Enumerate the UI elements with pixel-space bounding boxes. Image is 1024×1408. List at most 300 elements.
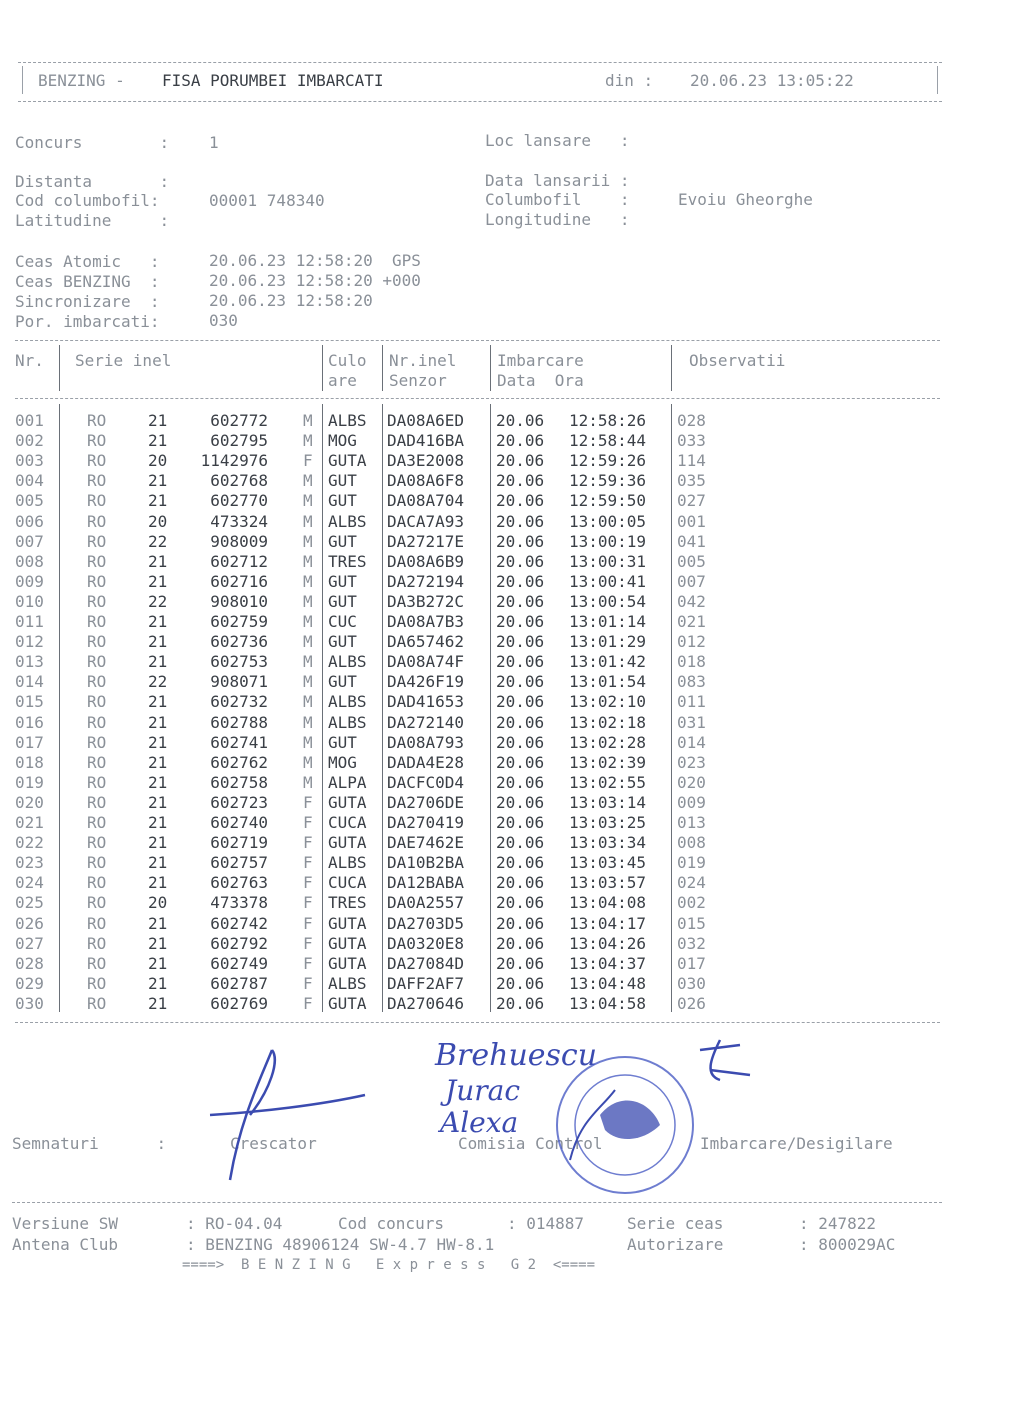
body-divider xyxy=(382,404,383,1012)
cell-nr: 005 xyxy=(15,491,44,511)
cell-data: 20.06 xyxy=(496,692,545,712)
cell-an: 21 xyxy=(148,612,168,631)
header-divider xyxy=(490,345,491,391)
cell-inel: 908071 xyxy=(210,672,268,692)
cell-tara: RO xyxy=(87,551,107,571)
cell-inel: 602792 xyxy=(210,933,268,953)
cell-inel: 473324 xyxy=(210,511,268,531)
cell-senzor: DAFF2AF7 xyxy=(387,973,465,993)
cell-data: 20.06 xyxy=(496,491,545,511)
body-divider xyxy=(322,404,323,1012)
cell-inel: 602736 xyxy=(210,632,268,652)
cell-senzor: DA270419 xyxy=(387,813,465,832)
cell-obs: 007 xyxy=(677,571,706,591)
cell-culoare: GUT xyxy=(328,491,357,511)
cell-ora: 13:01:29 xyxy=(569,632,647,652)
cell-ora: 12:59:36 xyxy=(569,471,647,491)
cell-tara: RO xyxy=(87,853,107,873)
cell-data: 20.06 xyxy=(496,813,545,832)
cell-sex: M xyxy=(303,411,313,430)
header-left-border xyxy=(22,66,23,94)
cell-nr: 026 xyxy=(15,913,44,933)
cell-sex: M xyxy=(303,772,313,792)
versiune-sw-value: : RO-04.04 xyxy=(186,1214,283,1233)
cell-culoare: ALBS xyxy=(328,712,367,732)
cell-obs: 018 xyxy=(677,652,706,672)
col-header-data-ora: Data Ora xyxy=(497,371,584,390)
cell-data: 20.06 xyxy=(496,632,545,652)
header-divider xyxy=(671,345,672,391)
cell-data: 20.06 xyxy=(496,973,545,993)
cell-obs: 013 xyxy=(677,813,706,832)
cell-nr: 030 xyxy=(15,993,44,1013)
cell-obs: 020 xyxy=(677,772,706,792)
cell-nr: 017 xyxy=(15,732,44,752)
cell-tara: RO xyxy=(87,471,107,491)
cell-nr: 007 xyxy=(15,531,44,551)
cell-ora: 13:04:17 xyxy=(569,913,647,933)
cell-tara: RO xyxy=(87,431,107,451)
cell-ora: 13:04:08 xyxy=(569,893,647,913)
col-header-observatii: Observatii xyxy=(689,351,786,370)
cell-culoare: TRES xyxy=(328,551,367,571)
cell-data: 20.06 xyxy=(496,853,545,873)
cell-data: 20.06 xyxy=(496,993,545,1013)
header-brand: BENZING - xyxy=(38,71,135,90)
cell-inel: 602741 xyxy=(210,732,268,752)
cell-data: 20.06 xyxy=(496,411,545,430)
cell-an: 21 xyxy=(148,933,168,953)
cell-an: 21 xyxy=(148,913,168,933)
cell-sex: M xyxy=(303,692,313,712)
cod-concurs-label: Cod concurs xyxy=(338,1214,444,1233)
cell-inel: 602758 xyxy=(210,772,268,792)
cell-sex: M xyxy=(303,732,313,752)
cell-an: 22 xyxy=(148,591,168,611)
cell-senzor: DA3B272C xyxy=(387,591,465,611)
cell-sex: M xyxy=(303,752,313,772)
cell-obs: 114 xyxy=(677,451,706,471)
cell-sex: M xyxy=(303,571,313,591)
cell-tara: RO xyxy=(87,752,107,772)
cell-nr: 002 xyxy=(15,431,44,451)
sincronizare-value: 20.06.23 12:58:20 xyxy=(209,291,373,310)
header-top-border xyxy=(18,62,942,63)
antena-club-value: : BENZING 48906124 SW-4.7 HW-8.1 xyxy=(186,1235,495,1254)
cell-sex: F xyxy=(303,792,313,812)
cell-data: 20.06 xyxy=(496,933,545,953)
cell-an: 21 xyxy=(148,973,168,993)
cell-inel: 908010 xyxy=(210,591,268,611)
cell-nr: 027 xyxy=(15,933,44,953)
cell-ora: 13:02:28 xyxy=(569,732,647,752)
cell-culoare: GUT xyxy=(328,632,357,652)
cell-an: 21 xyxy=(148,411,168,430)
cell-inel: 602772 xyxy=(210,411,268,430)
cell-ora: 13:03:25 xyxy=(569,813,647,832)
cell-nr: 019 xyxy=(15,772,44,792)
cell-sex: M xyxy=(303,431,313,451)
antena-club-label: Antena Club xyxy=(12,1235,118,1254)
cell-culoare: MOG xyxy=(328,752,357,772)
body-divider xyxy=(671,404,672,1012)
concurs-value: 1 xyxy=(209,133,219,152)
cell-an: 21 xyxy=(148,853,168,873)
cell-nr: 021 xyxy=(15,813,44,832)
cell-senzor: DACFC0D4 xyxy=(387,772,465,792)
cell-an: 21 xyxy=(148,752,168,772)
cell-culoare: GUT xyxy=(328,732,357,752)
cell-nr: 025 xyxy=(15,893,44,913)
cell-ora: 13:01:14 xyxy=(569,612,647,631)
cell-nr: 028 xyxy=(15,953,44,973)
cell-tara: RO xyxy=(87,411,107,430)
cell-culoare: CUC xyxy=(328,612,357,631)
cell-tara: RO xyxy=(87,451,107,471)
autorizare-value: : 800029AC xyxy=(799,1235,896,1254)
cell-inel: 602787 xyxy=(210,973,268,993)
cell-culoare: ALBS xyxy=(328,692,367,712)
cell-culoare: MOG xyxy=(328,431,357,451)
cell-ora: 13:01:42 xyxy=(569,652,647,672)
cell-nr: 015 xyxy=(15,692,44,712)
cell-ora: 12:59:50 xyxy=(569,491,647,511)
cell-sex: F xyxy=(303,953,313,973)
cell-ora: 12:59:26 xyxy=(569,451,647,471)
cell-senzor: DADA4E28 xyxy=(387,752,465,772)
cell-data: 20.06 xyxy=(496,833,545,853)
cell-an: 21 xyxy=(148,571,168,591)
distanta-label: Distanta : xyxy=(15,172,170,191)
data-lansarii-label: Data lansarii : xyxy=(485,171,630,190)
cell-obs: 015 xyxy=(677,913,706,933)
cell-data: 20.06 xyxy=(496,652,545,672)
cell-senzor: DA27084D xyxy=(387,953,465,973)
cell-ora: 13:04:37 xyxy=(569,953,647,973)
header-divider xyxy=(322,345,323,391)
cell-inel: 602769 xyxy=(210,993,268,1013)
cell-senzor: DAE7462E xyxy=(387,833,465,853)
cell-obs: 027 xyxy=(677,491,706,511)
cell-tara: RO xyxy=(87,933,107,953)
cell-an: 21 xyxy=(148,692,168,712)
cell-an: 21 xyxy=(148,491,168,511)
cell-culoare: CUCA xyxy=(328,873,367,893)
cell-senzor: DA10B2BA xyxy=(387,853,465,873)
cell-nr: 010 xyxy=(15,591,44,611)
cell-senzor: DA08A6F8 xyxy=(387,471,465,491)
cell-data: 20.06 xyxy=(496,571,545,591)
header-divider xyxy=(382,345,383,391)
cell-nr: 008 xyxy=(15,551,44,571)
cell-culoare: GUT xyxy=(328,471,357,491)
cell-ora: 13:03:34 xyxy=(569,833,647,853)
cell-culoare: GUT xyxy=(328,571,357,591)
cell-tara: RO xyxy=(87,813,107,832)
cell-senzor: DA426F19 xyxy=(387,672,465,692)
cell-culoare: GUTA xyxy=(328,953,367,973)
cell-nr: 011 xyxy=(15,612,44,631)
cell-an: 21 xyxy=(148,873,168,893)
cell-obs: 008 xyxy=(677,833,706,853)
cell-ora: 13:03:45 xyxy=(569,853,647,873)
serie-ceas-label: Serie ceas xyxy=(627,1214,724,1233)
cell-obs: 083 xyxy=(677,672,706,692)
cell-data: 20.06 xyxy=(496,873,545,893)
cell-obs: 019 xyxy=(677,853,706,873)
cell-an: 22 xyxy=(148,672,168,692)
cell-ora: 13:02:55 xyxy=(569,772,647,792)
serie-ceas-value: : 247822 xyxy=(799,1214,877,1233)
cell-nr: 003 xyxy=(15,451,44,471)
table-bottom-border xyxy=(15,1022,940,1023)
cell-culoare: GUTA xyxy=(328,833,367,853)
cell-senzor: DA657462 xyxy=(387,632,465,652)
header-divider xyxy=(59,345,60,391)
cell-sex: F xyxy=(303,873,313,893)
cell-inel: 602742 xyxy=(210,913,268,933)
cell-inel: 602712 xyxy=(210,551,268,571)
cell-nr: 023 xyxy=(15,853,44,873)
cell-an: 21 xyxy=(148,813,168,832)
cell-ora: 13:04:26 xyxy=(569,933,647,953)
concurs-label: Concurs : xyxy=(15,133,170,152)
cell-culoare: ALBS xyxy=(328,411,367,430)
cell-sex: M xyxy=(303,511,313,531)
comisia-signatures-icon xyxy=(420,1030,760,1200)
cell-inel: 602762 xyxy=(210,752,268,772)
cell-an: 21 xyxy=(148,471,168,491)
cell-ora: 13:03:14 xyxy=(569,792,647,812)
cell-data: 20.06 xyxy=(496,712,545,732)
cell-an: 21 xyxy=(148,632,168,652)
cell-tara: RO xyxy=(87,792,107,812)
cell-senzor: DA272140 xyxy=(387,712,465,732)
cell-tara: RO xyxy=(87,893,107,913)
cell-sex: M xyxy=(303,712,313,732)
cell-sex: F xyxy=(303,813,313,832)
cell-sex: F xyxy=(303,893,313,913)
cell-nr: 018 xyxy=(15,752,44,772)
cell-senzor: DA3E2008 xyxy=(387,451,465,471)
cell-nr: 014 xyxy=(15,672,44,692)
cell-culoare: GUTA xyxy=(328,933,367,953)
cell-sex: F xyxy=(303,973,313,993)
cell-obs: 001 xyxy=(677,511,706,531)
cell-culoare: ALPA xyxy=(328,772,367,792)
sincronizare-label: Sincronizare : xyxy=(15,292,160,311)
cell-ora: 13:02:10 xyxy=(569,692,647,712)
cell-data: 20.06 xyxy=(496,531,545,551)
body-divider xyxy=(59,404,60,1012)
cell-ora: 13:02:39 xyxy=(569,752,647,772)
cell-an: 21 xyxy=(148,833,168,853)
cell-tara: RO xyxy=(87,571,107,591)
body-divider xyxy=(490,404,491,1012)
col-header-nr-inel: Nr.inel xyxy=(389,351,457,370)
crescator-signature-icon xyxy=(200,1040,370,1190)
cell-an: 20 xyxy=(148,511,168,531)
cell-tara: RO xyxy=(87,491,107,511)
cell-data: 20.06 xyxy=(496,732,545,752)
header-datetime: 20.06.23 13:05:22 xyxy=(690,71,854,90)
cell-culoare: CUCA xyxy=(328,813,367,832)
cell-tara: RO xyxy=(87,591,107,611)
cell-ora: 13:01:54 xyxy=(569,672,647,692)
cell-inel: 602795 xyxy=(210,431,268,451)
cell-an: 21 xyxy=(148,993,168,1013)
cell-sex: M xyxy=(303,672,313,692)
cell-sex: M xyxy=(303,551,313,571)
cell-data: 20.06 xyxy=(496,451,545,471)
cell-data: 20.06 xyxy=(496,431,545,451)
cell-obs: 024 xyxy=(677,873,706,893)
cell-culoare: GUTA xyxy=(328,913,367,933)
cell-obs: 035 xyxy=(677,471,706,491)
cell-nr: 016 xyxy=(15,712,44,732)
cod-columbofil-label: Cod columbofil: xyxy=(15,191,160,210)
cell-sex: M xyxy=(303,471,313,491)
cell-tara: RO xyxy=(87,973,107,993)
cell-nr: 024 xyxy=(15,873,44,893)
cell-obs: 030 xyxy=(677,973,706,993)
page-title: FISA PORUMBEI IMBARCATI xyxy=(162,71,384,90)
col-header-culo: Culo xyxy=(328,351,367,370)
cell-an: 22 xyxy=(148,531,168,551)
cell-data: 20.06 xyxy=(496,953,545,973)
cell-senzor: DA0320E8 xyxy=(387,933,465,953)
cell-tara: RO xyxy=(87,511,107,531)
cell-tara: RO xyxy=(87,612,107,631)
cell-an: 21 xyxy=(148,551,168,571)
cell-obs: 042 xyxy=(677,591,706,611)
cod-columbofil-value: 00001 748340 xyxy=(209,191,325,210)
por-imbarcati-label: Por. imbarcati: xyxy=(15,312,160,331)
cell-data: 20.06 xyxy=(496,612,545,631)
cell-senzor: DA08A7B3 xyxy=(387,612,465,631)
cell-obs: 031 xyxy=(677,712,706,732)
cell-an: 21 xyxy=(148,732,168,752)
cell-ora: 13:04:48 xyxy=(569,973,647,993)
cell-obs: 028 xyxy=(677,411,706,430)
cell-an: 20 xyxy=(148,893,168,913)
cell-obs: 002 xyxy=(677,893,706,913)
cell-ora: 12:58:44 xyxy=(569,431,647,451)
latitudine-label: Latitudine : xyxy=(15,211,170,230)
cell-nr: 009 xyxy=(15,571,44,591)
cell-tara: RO xyxy=(87,732,107,752)
cell-obs: 023 xyxy=(677,752,706,772)
col-header-serie-inel: Serie inel xyxy=(75,351,172,370)
cell-culoare: GUTA xyxy=(328,993,367,1013)
cell-obs: 014 xyxy=(677,732,706,752)
cell-tara: RO xyxy=(87,692,107,712)
cell-culoare: ALBS xyxy=(328,652,367,672)
cell-senzor: DAD41653 xyxy=(387,692,465,712)
comisia-label: Comisia Control xyxy=(458,1134,603,1153)
cell-nr: 004 xyxy=(15,471,44,491)
cell-culoare: TRES xyxy=(328,893,367,913)
cell-ora: 13:00:31 xyxy=(569,551,647,571)
cell-senzor: DA2703D5 xyxy=(387,913,465,933)
cell-data: 20.06 xyxy=(496,772,545,792)
cell-senzor: DA08A74F xyxy=(387,652,465,672)
cell-inel: 602770 xyxy=(210,491,268,511)
cell-an: 20 xyxy=(148,451,168,471)
cell-an: 21 xyxy=(148,772,168,792)
cell-inel: 1142976 xyxy=(200,451,268,471)
imbarcare-desigilare-label: Imbarcare/Desigilare xyxy=(700,1134,893,1153)
cell-tara: RO xyxy=(87,531,107,551)
cell-obs: 005 xyxy=(677,551,706,571)
longitudine-label: Longitudine : xyxy=(485,210,630,229)
cell-obs: 009 xyxy=(677,792,706,812)
cell-ora: 13:00:41 xyxy=(569,571,647,591)
cell-nr: 022 xyxy=(15,833,44,853)
cell-inel: 602723 xyxy=(210,792,268,812)
ceas-atomic-value: 20.06.23 12:58:20 GPS xyxy=(209,251,421,270)
cell-sex: M xyxy=(303,652,313,672)
cell-data: 20.06 xyxy=(496,792,545,812)
cell-nr: 006 xyxy=(15,511,44,531)
cell-nr: 020 xyxy=(15,792,44,812)
cell-ora: 12:58:26 xyxy=(569,411,647,430)
cell-obs: 017 xyxy=(677,953,706,973)
cell-culoare: GUTA xyxy=(328,451,367,471)
cell-ora: 13:02:18 xyxy=(569,712,647,732)
cell-culoare: ALBS xyxy=(328,853,367,873)
cell-data: 20.06 xyxy=(496,471,545,491)
cell-tara: RO xyxy=(87,873,107,893)
cell-culoare: GUTA xyxy=(328,792,367,812)
cell-nr: 029 xyxy=(15,973,44,993)
signature-brehuescu: Brehuescu xyxy=(435,1038,598,1073)
cell-senzor: DA12BABA xyxy=(387,873,465,893)
ceas-benzing-value: 20.06.23 12:58:20 +000 xyxy=(209,271,421,290)
cell-nr: 012 xyxy=(15,632,44,652)
col-header-are: are xyxy=(328,371,357,390)
cell-an: 21 xyxy=(148,431,168,451)
table-top-border xyxy=(15,340,940,341)
cell-senzor: DA08A793 xyxy=(387,732,465,752)
cell-senzor: DACA7A93 xyxy=(387,511,465,531)
por-imbarcati-value: 030 xyxy=(209,311,238,330)
ceas-atomic-label: Ceas Atomic : xyxy=(15,252,160,271)
signature-jurac: Jurac xyxy=(445,1074,521,1107)
cell-sex: F xyxy=(303,993,313,1013)
cell-tara: RO xyxy=(87,913,107,933)
cell-an: 21 xyxy=(148,792,168,812)
header-din-label: din : xyxy=(605,71,654,90)
cell-inel: 602753 xyxy=(210,652,268,672)
cell-tara: RO xyxy=(87,993,107,1013)
cell-sex: F xyxy=(303,833,313,853)
cell-inel: 908009 xyxy=(210,531,268,551)
autorizare-label: Autorizare xyxy=(627,1235,724,1254)
columbofil-label: Columbofil : xyxy=(485,190,630,209)
loc-lansare-label: Loc lansare : xyxy=(485,131,630,150)
cell-obs: 012 xyxy=(677,632,706,652)
cell-senzor: DA27217E xyxy=(387,531,465,551)
cell-inel: 602757 xyxy=(210,853,268,873)
cell-sex: M xyxy=(303,491,313,511)
cell-ora: 13:00:54 xyxy=(569,591,647,611)
signature-alexa: Alexa xyxy=(440,1106,519,1139)
crescator-label: Crescator xyxy=(230,1134,317,1153)
cell-tara: RO xyxy=(87,772,107,792)
header-bottom-border xyxy=(18,101,942,102)
cell-data: 20.06 xyxy=(496,893,545,913)
